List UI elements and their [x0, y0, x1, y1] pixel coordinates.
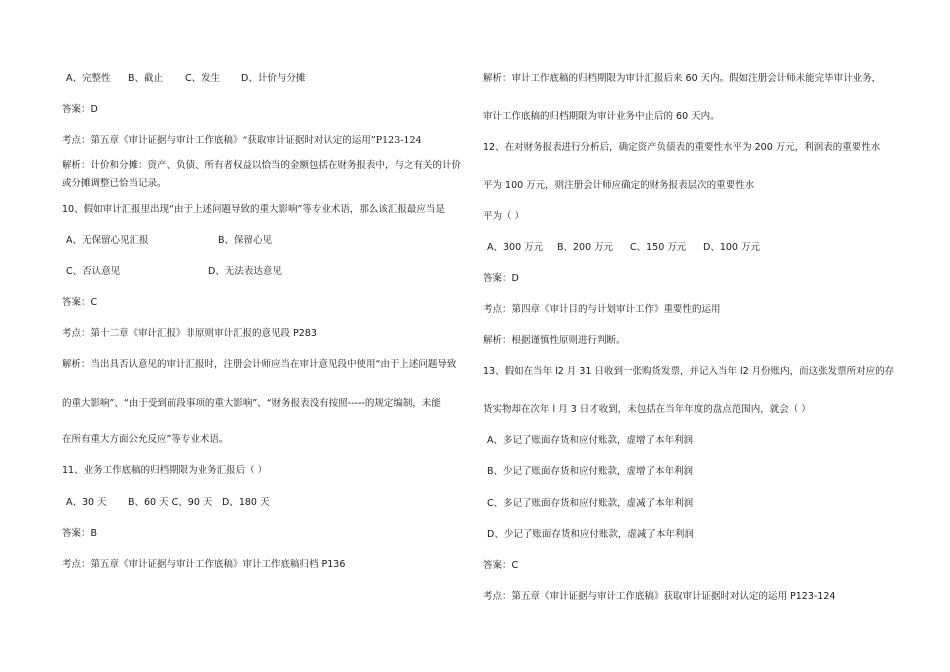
- q10-stem: 10、假如审计汇报里出现“由于上述问题导致的重大影响”等专业术语，那么该汇报最应当是: [62, 204, 445, 215]
- q12-point: 考点：第四章《审计目的与计划审计工作》重要性的运用: [483, 304, 721, 315]
- q10-analysis-line1: 解析：当出具否认意见的审计汇报时，注册会计师应当在审计意见段中使用“由于上述问题导致: [62, 359, 457, 370]
- q9-option-a: A、完整性: [66, 73, 111, 84]
- q9-option-b: B、截止: [128, 73, 164, 84]
- q10-option-c: C、否认意见: [66, 266, 121, 277]
- q10-answer: 答案：C: [62, 297, 98, 308]
- q12-option-a: A、300 万元: [487, 242, 544, 253]
- q11-option-a: A、30 天: [66, 497, 107, 508]
- q9-point: 考点：第五章《审计证据与审计工作底稿》“获取审计证据时对认定的运用”P123-124: [62, 135, 422, 146]
- q10-analysis-line3: 在所有重大方面公允反应”等专业术语。: [62, 434, 229, 445]
- q11-point: 考点：第五章《审计证据与审计工作底稿》审计工作底稿归档 P136: [62, 559, 346, 570]
- q10-option-b: B、保留心见: [218, 235, 273, 246]
- q9-options: [66, 72, 305, 86]
- q9-option-c: C、发生: [185, 73, 221, 84]
- q9-answer: 答案：D: [62, 104, 98, 115]
- q11-analysis-line2: 审计工作底稿的归档期限为审计业务中止后的 60 天内。: [483, 111, 720, 122]
- q9-analysis-line2: 或分摊调整已恰当记录。: [62, 178, 167, 189]
- q13-option-b: B、少记了账面存货和应付账款，虚增了本年利润: [487, 466, 694, 477]
- q12-stem-line2: 平为 100 万元，则注册会计师应确定的财务报表层次的重要性水: [483, 180, 755, 191]
- q12-answer: 答案：D: [483, 273, 519, 284]
- q13-option-d: D、少记了账面存货和应付账款，虚减了本年利润: [487, 529, 694, 540]
- q11-analysis-line1: 解析：审计工作底稿的归档期限为审计汇报后来 60 天内。假如注册会计师未能完毕审计业务，: [483, 73, 882, 84]
- q10-point: 考点：第十二章《审计汇报》非原则审计汇报的意见段 P283: [62, 328, 317, 339]
- q13-option-a: A、多记了账面存货和应付账款，虚增了本年利润: [487, 435, 693, 446]
- q12-option-b: B、200 万元: [557, 242, 614, 253]
- q13-option-c: C、多记了账面存货和应付账款，虚减了本年利润: [487, 498, 694, 509]
- q12-analysis: 解析：根据谨慎性原则进行判断。: [483, 335, 626, 346]
- q13-stem-line1: 13、假如在当年 l2 月 31 日收到一张购货发票，并记入当年 l2 月份账内，而这张发票所对应的存: [483, 366, 895, 377]
- q10-options-ab: [66, 234, 272, 248]
- q12-option-c: C、150 万元: [630, 242, 687, 253]
- q13-stem-line2: 货实物却在次年 l 月 3 日才收到，未包括在当年年度的盘点范围内，就会（ ）: [483, 404, 811, 415]
- q11-answer: 答案：B: [62, 528, 98, 539]
- q12-stem-line1: 12、在对财务报表进行分析后，确定资产负债表的重要性水平为 200 万元，利润表的重要性水: [483, 142, 881, 153]
- q10-analysis-line2: 的重大影响”、“由于受到前段事项的重大影响”、“财务报表没有按照-----的规定编制，未能: [62, 398, 441, 409]
- q11-options: [66, 496, 269, 510]
- q10-option-d: D、无法表达意见: [208, 266, 282, 277]
- q12-stem-line3: 平为（ ）: [483, 211, 525, 222]
- q10-options-cd: [66, 265, 282, 279]
- q11-stem: 11、业务工作底稿的归档期限为业务汇报后（ ）: [62, 465, 268, 476]
- q10-option-a: A、无保留心见汇报: [66, 235, 149, 246]
- q11-option-bc: B、60 天 C、90 天: [128, 497, 213, 508]
- q9-option-d: D、计价与分摊: [241, 73, 306, 84]
- q13-point: 考点：第五章《审计证据与审计工作底稿》获取审计证据时对认定的运用 P123-124: [483, 591, 836, 602]
- q12-option-d: D、100 万元: [703, 242, 760, 253]
- q11-option-d: D、180 天: [222, 497, 270, 508]
- q12-options: [487, 241, 760, 255]
- q9-analysis-line1: 解析：计价和分摊：资产、负债、所有者权益以恰当的金额包括在财务报表中，与之有关的计价: [62, 160, 462, 171]
- q13-answer: 答案：C: [483, 560, 519, 571]
